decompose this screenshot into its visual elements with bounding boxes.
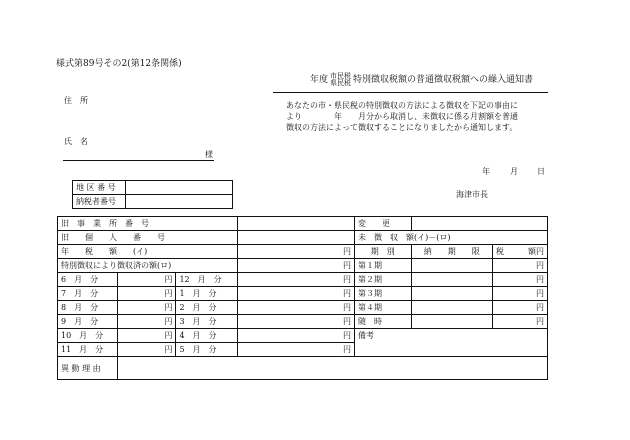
period-label: 第３期 (355, 287, 411, 301)
district-table (72, 180, 233, 209)
period-tax-yen: 円 (492, 259, 547, 273)
month-label: 7 月 分 (58, 287, 118, 301)
month-label: 9 月 分 (58, 315, 118, 329)
notice-text (286, 100, 518, 133)
sama-label: 様 (205, 150, 213, 159)
title-tax-stack (330, 73, 351, 87)
address-label: 住 所 (64, 96, 88, 105)
document-title (310, 70, 533, 90)
taxpayer-number-value (126, 195, 233, 209)
table-row (58, 217, 548, 231)
month-label: 5 月 分 (176, 343, 238, 357)
month-yen: 円 (238, 273, 355, 287)
old-office-number-label: 旧 事 業 所 番 号 (58, 217, 238, 231)
period-label: 第１期 (355, 259, 411, 273)
uncollected-label: 未 徴 収 額(イ)－(ロ) (355, 231, 548, 245)
month-label: 12 月 分 (176, 273, 238, 287)
old-personal-number-label: 旧 個 人 番 号 (58, 231, 238, 245)
period-column-header: 期 別 (355, 245, 411, 259)
table-row (58, 329, 548, 343)
month-yen: 円 (238, 287, 355, 301)
date-day: 日 (537, 167, 545, 176)
month-yen: 円 (238, 301, 355, 315)
notice-line-3: 徴収の方法によって徴収することになりましたから通知します。 (286, 123, 518, 132)
taxpayer-number-label: 納税者番号 (73, 195, 126, 209)
month-label: 4 月 分 (176, 329, 238, 343)
district-number-label: 地 区 番 号 (73, 181, 126, 195)
month-yen: 円 (238, 329, 355, 343)
collected-label: 特別徴収により徴収済の額(ロ) (58, 259, 238, 273)
remarks-label: 備考 (358, 331, 375, 340)
table-row (58, 231, 548, 245)
notice-line-2: より 年 月分から取消し、未徴収に係る月割額を普通 (286, 112, 518, 121)
period-tax-yen: 円 (492, 273, 547, 287)
month-yen: 円 (117, 301, 176, 315)
name-label: 氏 名 (64, 137, 88, 146)
table-row (58, 287, 548, 301)
month-yen: 円 (117, 287, 176, 301)
tax-column-label: 税 額 (496, 247, 536, 256)
month-yen: 円 (238, 315, 355, 329)
title-nendo: 年度 (310, 75, 329, 85)
title-tax-top: 市民税 (330, 71, 352, 80)
change-reason-label: 異 動 理 由 (58, 357, 118, 380)
month-label: 3 月 分 (176, 315, 238, 329)
table-row (58, 245, 548, 259)
month-label: 10 月 分 (58, 329, 118, 343)
due-date-cell (411, 273, 492, 287)
annual-tax-label: 年 税 額 (イ) (58, 245, 238, 259)
due-date-cell (411, 315, 492, 329)
table-row (58, 357, 548, 380)
mayor-name: 海津市長 (456, 190, 488, 199)
due-date-cell (411, 301, 492, 315)
title-underline (273, 92, 548, 93)
month-label: 1 月 分 (176, 287, 238, 301)
due-date-cell (411, 259, 492, 273)
due-date-cell (411, 287, 492, 301)
table-row (58, 273, 548, 287)
period-tax-yen: 円 (492, 301, 547, 315)
month-yen: 円 (117, 315, 176, 329)
month-label: 11 月 分 (58, 343, 118, 357)
period-tax-yen: 円 (492, 287, 547, 301)
date-month: 月 (510, 167, 518, 176)
period-label: 第４期 (355, 301, 411, 315)
month-label: 6 月 分 (58, 273, 118, 287)
tax-column-yen: 円 (536, 247, 544, 256)
form-number: 様式第89号その2(第12条関係) (56, 59, 182, 69)
table-row (58, 315, 548, 329)
date-year: 年 (482, 167, 490, 176)
due-date-column-header: 納 期 限 (411, 245, 492, 259)
annual-tax-yen: 円 (238, 245, 355, 259)
change-reason-value (117, 357, 547, 380)
old-personal-number-value (238, 231, 355, 245)
tax-table (57, 216, 548, 380)
table-row (58, 301, 548, 315)
month-yen: 円 (238, 343, 355, 357)
collected-yen: 円 (238, 259, 355, 273)
month-yen: 円 (117, 273, 176, 287)
name-underline (63, 160, 214, 161)
table-row (58, 259, 548, 273)
change-label: 変 更 (355, 217, 411, 231)
tax-column-header (492, 245, 547, 259)
month-label: 2 月 分 (176, 301, 238, 315)
month-yen: 円 (117, 329, 176, 343)
period-label: 随 時 (355, 315, 411, 329)
month-label: 8 月 分 (58, 301, 118, 315)
month-yen: 円 (117, 343, 176, 357)
old-office-number-value (238, 217, 355, 231)
title-main: 特別徴収税額の普通徴収税額への繰入通知書 (353, 75, 534, 85)
change-value (411, 217, 547, 231)
period-tax-yen: 円 (492, 315, 547, 329)
remarks-cell (355, 329, 548, 357)
period-label: 第２期 (355, 273, 411, 287)
notice-line-1: あなたの市・県民税の特別徴収の方法による徴収を下記の事由に (286, 101, 518, 110)
title-tax-bottom: 県民税 (330, 78, 352, 87)
district-number-value (126, 181, 233, 195)
